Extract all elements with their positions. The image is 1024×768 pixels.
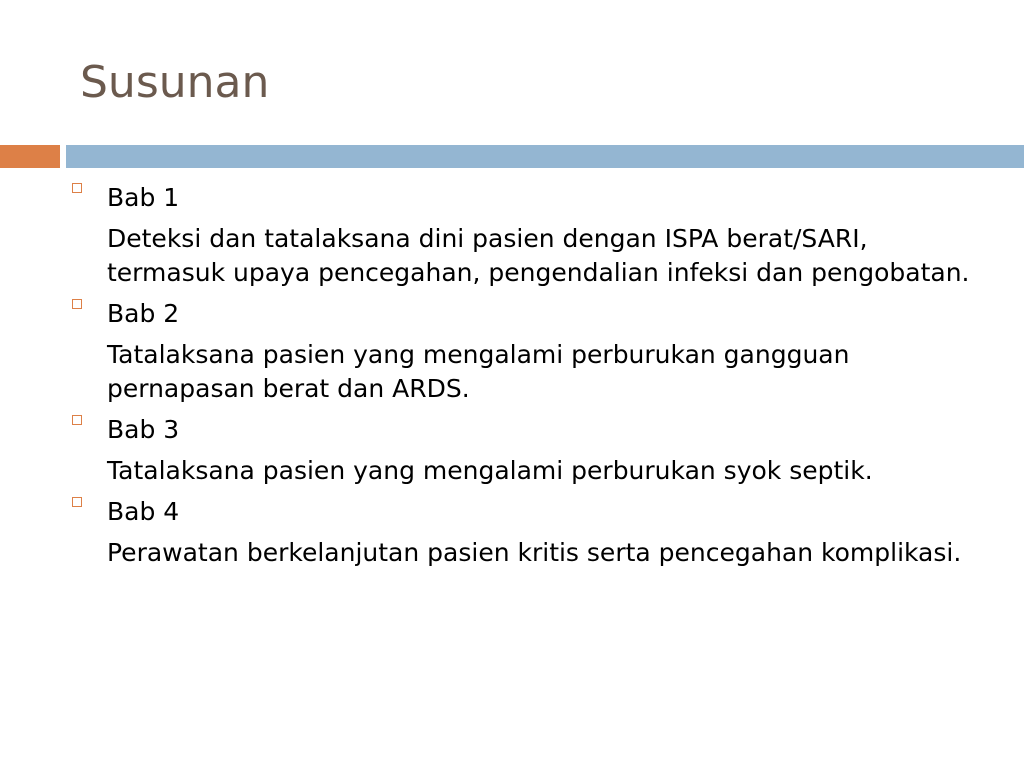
- section-bab-1: [72, 180, 992, 290]
- slide-title: Susunan: [80, 57, 270, 108]
- accent-bar-orange: [0, 145, 60, 168]
- section-heading-row: [72, 296, 992, 332]
- section-bab-3: [72, 412, 992, 488]
- section-description: Tatalaksana pasien yang mengalami perburukan syok septik.: [107, 456, 873, 485]
- section-heading: Bab 2: [107, 299, 180, 328]
- section-heading-row: [72, 494, 992, 530]
- square-bullet-icon: [72, 497, 82, 507]
- section-heading: Bab 4: [107, 497, 180, 526]
- section-description: Deteksi dan tatalaksana dini pasien dengan ISPA berat/SARI, termasuk upaya pencegahan, pengendalian infeksi dan pengobatan.: [107, 224, 970, 287]
- section-description: Tatalaksana pasien yang mengalami perburukan gangguan pernapasan berat dan ARDS.: [107, 340, 850, 403]
- square-bullet-icon: [72, 183, 82, 193]
- accent-bar-blue: [66, 145, 1024, 168]
- square-bullet-icon: [72, 299, 82, 309]
- section-heading-row: [72, 180, 992, 216]
- section-heading: Bab 1: [107, 183, 180, 212]
- content-list: [72, 180, 992, 576]
- section-bab-2: [72, 296, 992, 406]
- section-description: Perawatan berkelanjutan pasien kritis serta pencegahan komplikasi.: [107, 538, 962, 567]
- section-heading: Bab 3: [107, 415, 180, 444]
- section-heading-row: [72, 412, 992, 448]
- square-bullet-icon: [72, 415, 82, 425]
- section-bab-4: [72, 494, 992, 570]
